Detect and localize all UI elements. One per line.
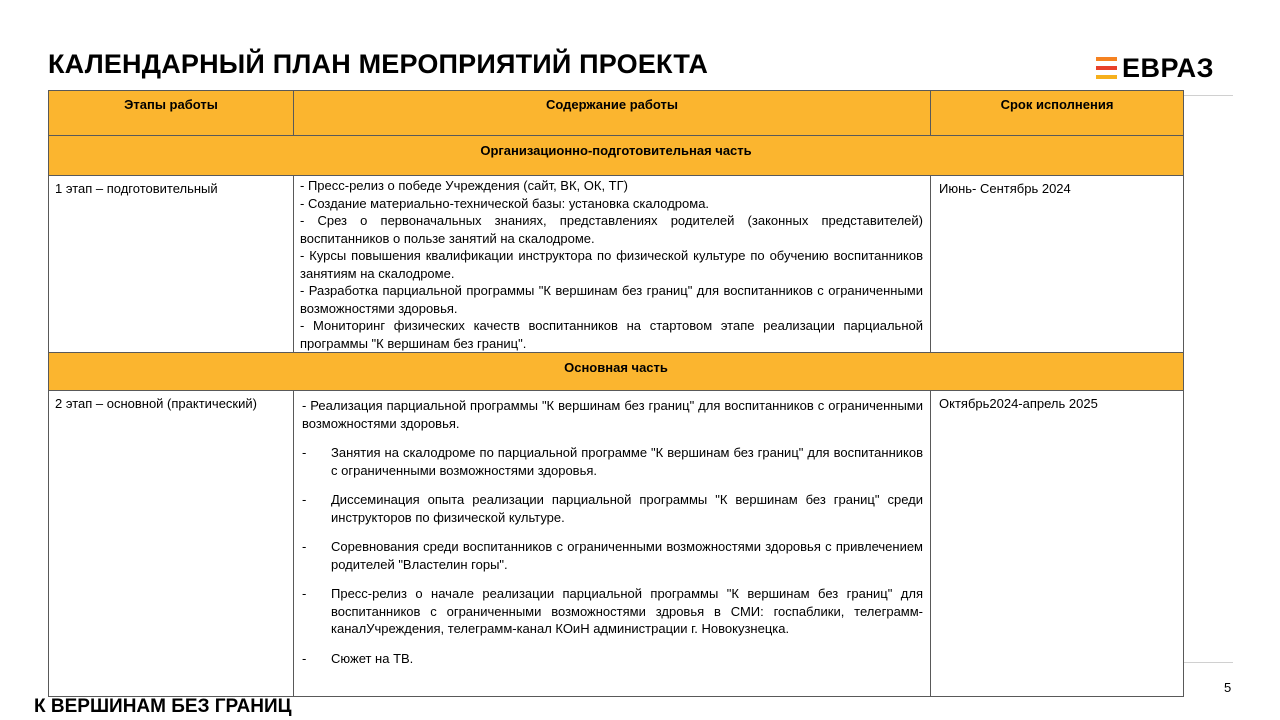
list-item xyxy=(300,444,923,479)
logo-stripe-bottom xyxy=(1096,75,1117,79)
stage-cell: 2 этап – основной (практический) xyxy=(49,391,294,697)
top-divider xyxy=(1183,95,1233,96)
bullet-dash: - xyxy=(302,539,307,554)
list-item xyxy=(300,397,923,432)
logo-stripe-top xyxy=(1096,57,1117,61)
stage-cell: 1 этап – подготовительный xyxy=(49,176,294,353)
bullet-dash: - xyxy=(302,445,307,460)
table-row xyxy=(49,176,1184,353)
logo-stripe-middle xyxy=(1096,66,1117,70)
content-item: Занятия на скалодроме по парциальной программе "К вершинам без границ" для воспитанников с ограниченными возможностями здоровья. xyxy=(331,445,923,478)
slide-title: КАЛЕНДАРНЫЙ ПЛАН МЕРОПРИЯТИЙ ПРОЕКТА xyxy=(48,49,709,79)
calendar-plan-table xyxy=(48,90,1184,697)
content-item: Сюжет на ТВ. xyxy=(331,650,414,666)
section-title: Организационно-подготовительная часть xyxy=(49,136,1184,176)
section-title: Основная часть xyxy=(49,353,1184,391)
footer-project-title: К ВЕРШИНАМ БЕЗ ГРАНИЦ xyxy=(34,696,292,717)
content-cell xyxy=(294,391,931,697)
content-cell xyxy=(294,176,931,353)
table-header-row xyxy=(49,91,1184,136)
bottom-divider xyxy=(1183,662,1233,663)
list-item xyxy=(300,491,923,526)
table-row xyxy=(49,391,1184,697)
content-item: Диссеминация опыта реализации парциальной программы "К вершинам без границ" среди инструкторов по физической культуре. xyxy=(331,492,923,525)
term-cell: Июнь- Сентябрь 2024 xyxy=(931,176,1184,353)
bullet-dash: - xyxy=(302,586,307,601)
page-number: 5 xyxy=(1224,680,1232,695)
header-stage: Этапы работы xyxy=(49,91,294,136)
logo-stripes-icon xyxy=(1096,57,1117,79)
content-item: - Курсы повышения квалификации инструктора по физической культуре по обучению воспитанников занятиям на скалодроме. xyxy=(300,248,923,281)
bullet-dash: - xyxy=(302,650,307,666)
term-cell: Октябрь2024-апрель 2025 xyxy=(931,391,1184,697)
evraz-logo xyxy=(1096,54,1214,82)
content-item: Пресс-релиз о начале реализации парциальной программы "К вершинам без границ" для воспитанников с ограниченными возможностями здровья в СМИ: госпаблики, телеграмм-каналУчреждения, телеграмм-канал КОиН администрации г. Новокузнецка. xyxy=(331,586,923,636)
content-list xyxy=(300,397,923,667)
content-item: - Разработка парциальной программы "К вершинам без границ" для воспитанников с ограниченными возможностями здоровья. xyxy=(300,283,923,316)
list-item xyxy=(300,585,923,638)
list-item xyxy=(300,538,923,573)
content-item: - Срез о первоначальных знаниях, представлениях родителей (законных представителей) воспитанников о пользе занятий на скалодроме. xyxy=(300,213,923,246)
logo-text: ЕВРАЗ xyxy=(1122,53,1215,83)
list-item xyxy=(300,650,923,668)
content-item: - Мониторинг физических качеств воспитанников на стартовом этапе реализации парциальной программы "К вершинам без границ". xyxy=(300,318,923,351)
bullet-dash: - xyxy=(302,492,307,507)
header-term: Срок исполнения xyxy=(931,91,1184,136)
header-content: Содержание работы xyxy=(294,91,931,136)
section-row-preparatory xyxy=(49,136,1184,176)
content-item: - Реализация парциальной программы "К вершинам без границ" для воспитанников с ограниченными возможностями здоровья. xyxy=(302,398,923,431)
section-row-main xyxy=(49,353,1184,391)
content-item: - Создание материально-технической базы: установка скалодрома. xyxy=(300,195,710,211)
content-item: - Пресс-релиз о победе Учреждения (сайт, ВК, ОК, ТГ) xyxy=(300,178,628,193)
content-item: Соревнования среди воспитанников с ограниченными возможностями здоровья с привлечением родителей "Властелин горы". xyxy=(331,539,923,572)
